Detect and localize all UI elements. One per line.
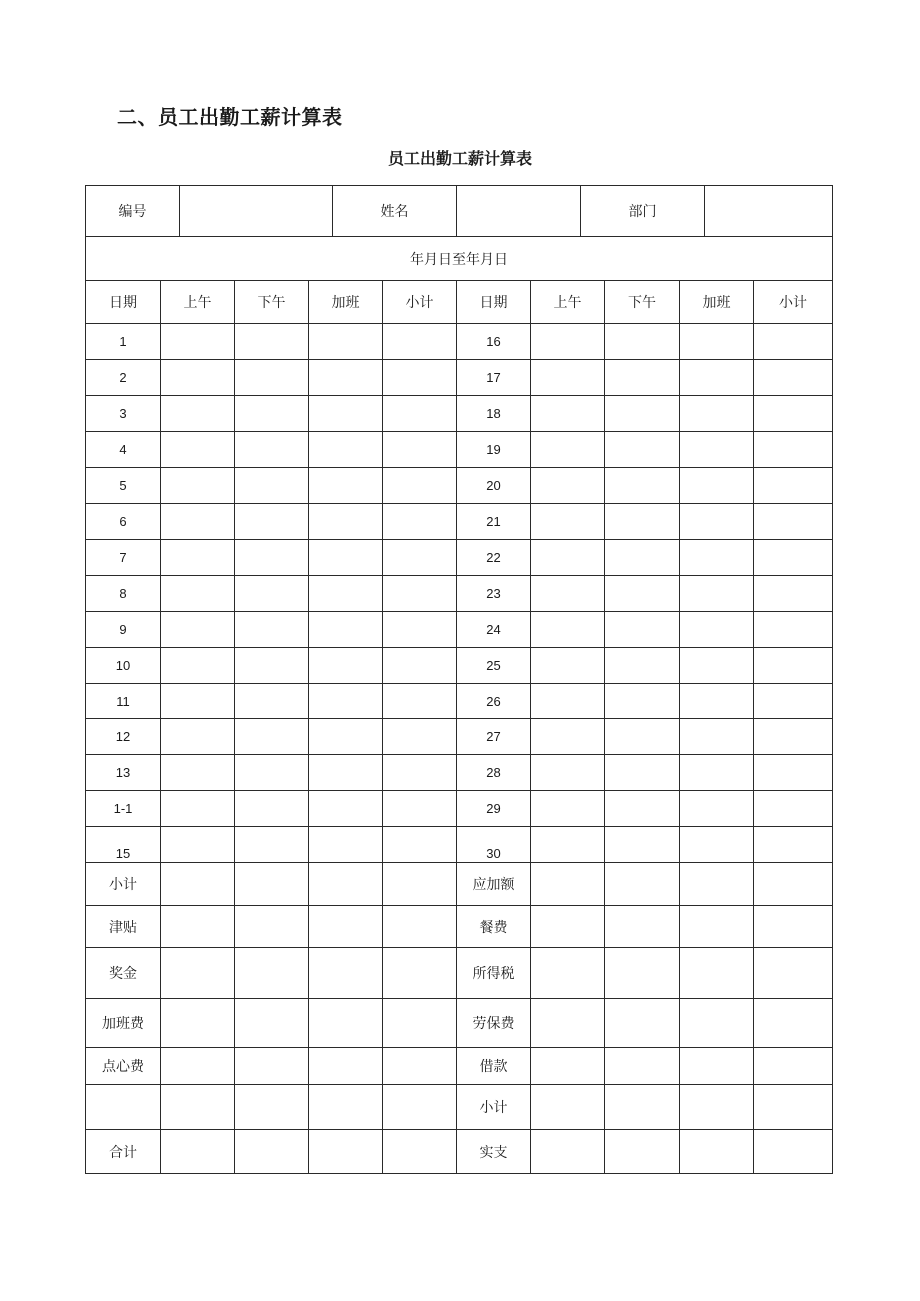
summary-label: 小计 bbox=[85, 862, 161, 906]
entry-cell[interactable] bbox=[679, 611, 754, 648]
column-header: 加班 bbox=[679, 280, 754, 324]
entry-cell[interactable] bbox=[308, 395, 383, 432]
day-number: 18 bbox=[456, 395, 531, 432]
entry-cell[interactable] bbox=[234, 683, 309, 719]
column-header: 加班 bbox=[308, 280, 383, 324]
entry-cell[interactable] bbox=[234, 395, 309, 432]
entry-cell[interactable] bbox=[160, 611, 235, 648]
summary-label: 加班费 bbox=[85, 998, 161, 1048]
entry-cell[interactable] bbox=[530, 718, 605, 755]
summary-label: 津贴 bbox=[85, 905, 161, 948]
entry-cell[interactable] bbox=[382, 539, 457, 576]
summary-label: 所得税 bbox=[456, 947, 531, 999]
day-number: 12 bbox=[85, 718, 161, 755]
entry-cell[interactable] bbox=[679, 790, 754, 827]
entry-cell[interactable] bbox=[604, 539, 680, 576]
entry-cell[interactable] bbox=[753, 575, 833, 612]
day-number: 8 bbox=[85, 575, 161, 612]
entry-cell[interactable] bbox=[382, 683, 457, 719]
entry-cell[interactable] bbox=[382, 1047, 457, 1085]
entry-cell[interactable] bbox=[382, 647, 457, 684]
entry-cell[interactable] bbox=[530, 467, 605, 504]
entry-cell[interactable] bbox=[382, 575, 457, 612]
entry-cell[interactable] bbox=[753, 503, 833, 540]
summary-label: 餐费 bbox=[456, 905, 531, 948]
entry-cell[interactable] bbox=[753, 1084, 833, 1130]
day-number: 2 bbox=[85, 359, 161, 396]
column-header: 日期 bbox=[85, 280, 161, 324]
summary-label: 奖金 bbox=[85, 947, 161, 999]
day-number: 13 bbox=[85, 754, 161, 791]
entry-cell[interactable] bbox=[604, 611, 680, 648]
day-number: 16 bbox=[456, 323, 531, 360]
entry-cell[interactable] bbox=[308, 575, 383, 612]
entry-cell[interactable] bbox=[308, 323, 383, 360]
entry-cell[interactable] bbox=[382, 1129, 457, 1174]
entry-cell[interactable] bbox=[160, 1047, 235, 1085]
day-number: 15 bbox=[85, 826, 161, 863]
entry-cell[interactable] bbox=[308, 611, 383, 648]
entry-cell[interactable] bbox=[753, 1047, 833, 1085]
entry-cell[interactable] bbox=[160, 359, 235, 396]
entry-cell[interactable] bbox=[234, 1047, 309, 1085]
entry-cell[interactable] bbox=[382, 611, 457, 648]
entry-cell[interactable] bbox=[679, 431, 754, 468]
entry-cell[interactable] bbox=[382, 754, 457, 791]
entry-cell[interactable] bbox=[604, 647, 680, 684]
summary-label: 小计 bbox=[456, 1084, 531, 1130]
column-header: 小计 bbox=[382, 280, 457, 324]
entry-cell[interactable] bbox=[382, 323, 457, 360]
entry-cell[interactable] bbox=[308, 1129, 383, 1174]
entry-cell[interactable] bbox=[234, 539, 309, 576]
day-number: 3 bbox=[85, 395, 161, 432]
entry-cell[interactable] bbox=[530, 431, 605, 468]
entry-cell[interactable] bbox=[160, 862, 235, 906]
entry-cell[interactable] bbox=[234, 467, 309, 504]
entry-cell[interactable] bbox=[679, 683, 754, 719]
employee-id-label: 编号 bbox=[85, 185, 180, 237]
section-heading: 二、员工出勤工薪计算表 bbox=[117, 105, 343, 129]
entry-cell[interactable] bbox=[160, 1084, 235, 1130]
department-label: 部门 bbox=[580, 185, 705, 237]
day-number: 20 bbox=[456, 467, 531, 504]
entry-cell[interactable] bbox=[160, 826, 235, 863]
entry-cell[interactable] bbox=[160, 718, 235, 755]
entry-cell[interactable] bbox=[679, 998, 754, 1048]
entry-cell[interactable] bbox=[160, 683, 235, 719]
entry-cell[interactable] bbox=[679, 395, 754, 432]
column-header: 日期 bbox=[456, 280, 531, 324]
entry-cell[interactable] bbox=[234, 947, 309, 999]
entry-cell[interactable] bbox=[308, 826, 383, 863]
column-header: 上午 bbox=[530, 280, 605, 324]
entry-cell[interactable] bbox=[604, 503, 680, 540]
day-number: 17 bbox=[456, 359, 531, 396]
department-value[interactable] bbox=[704, 185, 833, 237]
employee-id-value[interactable] bbox=[179, 185, 333, 237]
entry-cell[interactable] bbox=[530, 790, 605, 827]
day-number: 10 bbox=[85, 647, 161, 684]
entry-cell[interactable] bbox=[604, 718, 680, 755]
entry-cell[interactable] bbox=[530, 1047, 605, 1085]
entry-cell[interactable] bbox=[679, 1047, 754, 1085]
entry-cell[interactable] bbox=[679, 1084, 754, 1130]
day-number: 26 bbox=[456, 683, 531, 719]
day-number: 5 bbox=[85, 467, 161, 504]
summary-label bbox=[85, 1084, 161, 1130]
entry-cell[interactable] bbox=[160, 790, 235, 827]
employee-name-value[interactable] bbox=[456, 185, 581, 237]
entry-cell[interactable] bbox=[308, 503, 383, 540]
entry-cell[interactable] bbox=[234, 611, 309, 648]
entry-cell[interactable] bbox=[753, 323, 833, 360]
entry-cell[interactable] bbox=[382, 359, 457, 396]
entry-cell[interactable] bbox=[530, 647, 605, 684]
entry-cell[interactable] bbox=[679, 905, 754, 948]
entry-cell[interactable] bbox=[679, 754, 754, 791]
entry-cell[interactable] bbox=[679, 862, 754, 906]
entry-cell[interactable] bbox=[382, 467, 457, 504]
day-number: 4 bbox=[85, 431, 161, 468]
entry-cell[interactable] bbox=[234, 998, 309, 1048]
summary-label: 应加额 bbox=[456, 862, 531, 906]
entry-cell[interactable] bbox=[753, 998, 833, 1048]
summary-label: 点心费 bbox=[85, 1047, 161, 1085]
summary-label: 借款 bbox=[456, 1047, 531, 1085]
entry-cell[interactable] bbox=[382, 947, 457, 999]
entry-cell[interactable] bbox=[234, 647, 309, 684]
entry-cell[interactable] bbox=[382, 826, 457, 863]
entry-cell[interactable] bbox=[308, 683, 383, 719]
entry-cell[interactable] bbox=[604, 826, 680, 863]
day-number: 21 bbox=[456, 503, 531, 540]
entry-cell[interactable] bbox=[679, 503, 754, 540]
entry-cell[interactable] bbox=[530, 862, 605, 906]
entry-cell[interactable] bbox=[382, 1084, 457, 1130]
entry-cell[interactable] bbox=[530, 683, 605, 719]
entry-cell[interactable] bbox=[530, 998, 605, 1048]
day-number: 27 bbox=[456, 718, 531, 755]
entry-cell[interactable] bbox=[308, 790, 383, 827]
entry-cell[interactable] bbox=[753, 359, 833, 396]
entry-cell[interactable] bbox=[753, 754, 833, 791]
entry-cell[interactable] bbox=[679, 323, 754, 360]
entry-cell[interactable] bbox=[308, 431, 383, 468]
entry-cell[interactable] bbox=[753, 647, 833, 684]
entry-cell[interactable] bbox=[679, 467, 754, 504]
entry-cell[interactable] bbox=[308, 905, 383, 948]
entry-cell[interactable] bbox=[234, 1084, 309, 1130]
employee-name-label: 姓名 bbox=[332, 185, 457, 237]
entry-cell[interactable] bbox=[530, 611, 605, 648]
entry-cell[interactable] bbox=[308, 862, 383, 906]
entry-cell[interactable] bbox=[160, 754, 235, 791]
entry-cell[interactable] bbox=[160, 647, 235, 684]
entry-cell[interactable] bbox=[530, 395, 605, 432]
entry-cell[interactable] bbox=[604, 1084, 680, 1130]
entry-cell[interactable] bbox=[382, 998, 457, 1048]
column-header: 上午 bbox=[160, 280, 235, 324]
entry-cell[interactable] bbox=[382, 431, 457, 468]
entry-cell[interactable] bbox=[753, 611, 833, 648]
column-header: 下午 bbox=[604, 280, 680, 324]
day-number: 6 bbox=[85, 503, 161, 540]
entry-cell[interactable] bbox=[234, 431, 309, 468]
entry-cell[interactable] bbox=[234, 1129, 309, 1174]
entry-cell[interactable] bbox=[234, 359, 309, 396]
day-number: 7 bbox=[85, 539, 161, 576]
entry-cell[interactable] bbox=[679, 539, 754, 576]
entry-cell[interactable] bbox=[679, 575, 754, 612]
entry-cell[interactable] bbox=[234, 754, 309, 791]
entry-cell[interactable] bbox=[308, 1084, 383, 1130]
summary-label: 合计 bbox=[85, 1129, 161, 1174]
entry-cell[interactable] bbox=[753, 539, 833, 576]
entry-cell[interactable] bbox=[753, 1129, 833, 1174]
entry-cell[interactable] bbox=[234, 575, 309, 612]
entry-cell[interactable] bbox=[753, 905, 833, 948]
entry-cell[interactable] bbox=[530, 575, 605, 612]
entry-cell[interactable] bbox=[234, 790, 309, 827]
entry-cell[interactable] bbox=[530, 323, 605, 360]
entry-cell[interactable] bbox=[753, 467, 833, 504]
entry-cell[interactable] bbox=[160, 575, 235, 612]
entry-cell[interactable] bbox=[382, 862, 457, 906]
entry-cell[interactable] bbox=[604, 467, 680, 504]
entry-cell[interactable] bbox=[604, 998, 680, 1048]
entry-cell[interactable] bbox=[530, 539, 605, 576]
entry-cell[interactable] bbox=[604, 395, 680, 432]
entry-cell[interactable] bbox=[160, 395, 235, 432]
day-number: 23 bbox=[456, 575, 531, 612]
entry-cell[interactable] bbox=[308, 359, 383, 396]
entry-cell[interactable] bbox=[530, 826, 605, 863]
entry-cell[interactable] bbox=[160, 1129, 235, 1174]
day-number: 28 bbox=[456, 754, 531, 791]
entry-cell[interactable] bbox=[604, 575, 680, 612]
entry-cell[interactable] bbox=[679, 1129, 754, 1174]
entry-cell[interactable] bbox=[679, 947, 754, 999]
entry-cell[interactable] bbox=[530, 1129, 605, 1174]
entry-cell[interactable] bbox=[160, 467, 235, 504]
entry-cell[interactable] bbox=[753, 862, 833, 906]
entry-cell[interactable] bbox=[308, 467, 383, 504]
day-number: 11 bbox=[85, 683, 161, 719]
entry-cell[interactable] bbox=[308, 1047, 383, 1085]
entry-cell[interactable] bbox=[604, 359, 680, 396]
entry-cell[interactable] bbox=[160, 947, 235, 999]
entry-cell[interactable] bbox=[753, 395, 833, 432]
entry-cell[interactable] bbox=[604, 431, 680, 468]
entry-cell[interactable] bbox=[604, 862, 680, 906]
entry-cell[interactable] bbox=[308, 539, 383, 576]
entry-cell[interactable] bbox=[604, 790, 680, 827]
attendance-pay-table bbox=[86, 185, 833, 1173]
day-number: 30 bbox=[456, 826, 531, 863]
entry-cell[interactable] bbox=[530, 905, 605, 948]
entry-cell[interactable] bbox=[679, 718, 754, 755]
entry-cell[interactable] bbox=[308, 998, 383, 1048]
day-number: 19 bbox=[456, 431, 531, 468]
day-number: 22 bbox=[456, 539, 531, 576]
entry-cell[interactable] bbox=[679, 647, 754, 684]
day-number: 24 bbox=[456, 611, 531, 648]
entry-cell[interactable] bbox=[234, 862, 309, 906]
entry-cell[interactable] bbox=[382, 905, 457, 948]
period-range: 年月日至年月日 bbox=[85, 236, 833, 281]
summary-label: 劳保费 bbox=[456, 998, 531, 1048]
entry-cell[interactable] bbox=[604, 754, 680, 791]
entry-cell[interactable] bbox=[160, 431, 235, 468]
entry-cell[interactable] bbox=[530, 754, 605, 791]
entry-cell[interactable] bbox=[753, 718, 833, 755]
entry-cell[interactable] bbox=[530, 359, 605, 396]
entry-cell[interactable] bbox=[234, 905, 309, 948]
day-number: 1 bbox=[85, 323, 161, 360]
day-number: 9 bbox=[85, 611, 161, 648]
entry-cell[interactable] bbox=[679, 826, 754, 863]
entry-cell[interactable] bbox=[679, 359, 754, 396]
entry-cell[interactable] bbox=[530, 1084, 605, 1130]
entry-cell[interactable] bbox=[308, 647, 383, 684]
entry-cell[interactable] bbox=[234, 503, 309, 540]
column-header: 下午 bbox=[234, 280, 309, 324]
entry-cell[interactable] bbox=[234, 826, 309, 863]
entry-cell[interactable] bbox=[604, 947, 680, 999]
entry-cell[interactable] bbox=[604, 1129, 680, 1174]
entry-cell[interactable] bbox=[234, 323, 309, 360]
day-number: 25 bbox=[456, 647, 531, 684]
entry-cell[interactable] bbox=[753, 947, 833, 999]
entry-cell[interactable] bbox=[160, 323, 235, 360]
entry-cell[interactable] bbox=[753, 790, 833, 827]
entry-cell[interactable] bbox=[382, 718, 457, 755]
summary-label: 实支 bbox=[456, 1129, 531, 1174]
entry-cell[interactable] bbox=[160, 998, 235, 1048]
entry-cell[interactable] bbox=[604, 683, 680, 719]
entry-cell[interactable] bbox=[160, 905, 235, 948]
entry-cell[interactable] bbox=[530, 503, 605, 540]
day-number: 1-1 bbox=[85, 790, 161, 827]
entry-cell[interactable] bbox=[308, 754, 383, 791]
entry-cell[interactable] bbox=[753, 431, 833, 468]
entry-cell[interactable] bbox=[604, 905, 680, 948]
day-number: 29 bbox=[456, 790, 531, 827]
entry-cell[interactable] bbox=[382, 790, 457, 827]
entry-cell[interactable] bbox=[308, 718, 383, 755]
entry-cell[interactable] bbox=[160, 503, 235, 540]
entry-cell[interactable] bbox=[382, 503, 457, 540]
entry-cell[interactable] bbox=[308, 947, 383, 999]
column-header: 小计 bbox=[753, 280, 833, 324]
entry-cell[interactable] bbox=[234, 718, 309, 755]
entry-cell[interactable] bbox=[604, 323, 680, 360]
entry-cell[interactable] bbox=[382, 395, 457, 432]
entry-cell[interactable] bbox=[160, 539, 235, 576]
table-title: 员工出勤工薪计算表 bbox=[387, 149, 532, 168]
entry-cell[interactable] bbox=[753, 826, 833, 863]
entry-cell[interactable] bbox=[530, 947, 605, 999]
entry-cell[interactable] bbox=[753, 683, 833, 719]
entry-cell[interactable] bbox=[604, 1047, 680, 1085]
